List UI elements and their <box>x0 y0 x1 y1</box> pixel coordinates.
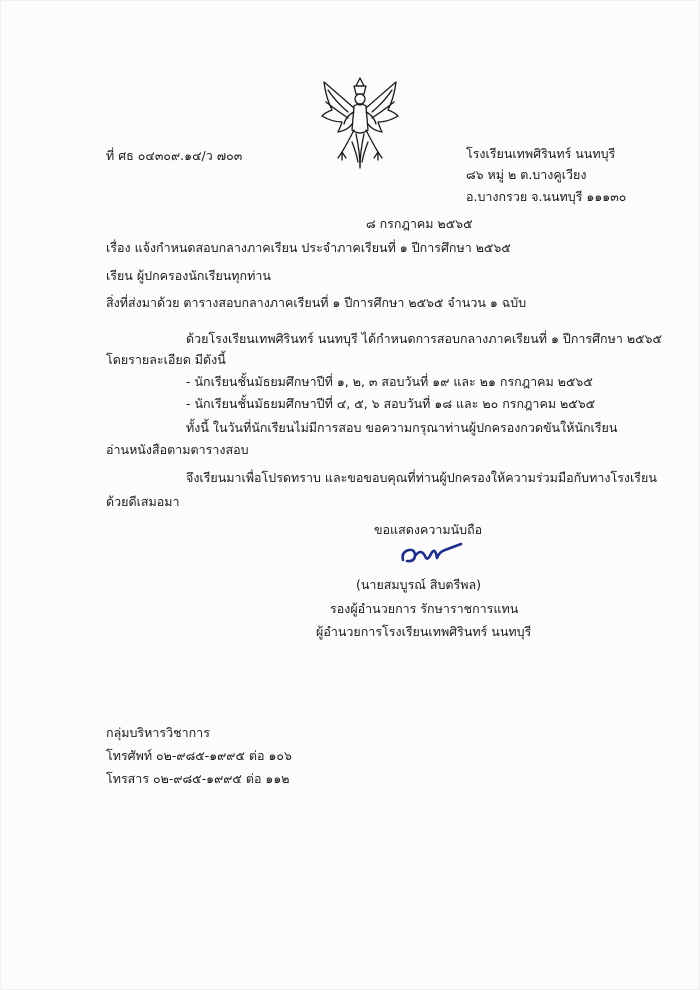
letter-salutation: เรียน ผู้ปกครองนักเรียนทุกท่าน <box>106 268 271 283</box>
letter-date: ๘ กรกฎาคม ๒๕๖๕ <box>366 216 473 231</box>
signature-icon <box>397 538 467 568</box>
sender-address-line2: อ.บางกรวย จ.นนทบุรี ๑๑๑๓๐ <box>466 189 627 204</box>
closing-phrase: ขอแสดงความนับถือ <box>374 522 483 537</box>
body-paragraph2-line2: อ่านหนังสือตามตารางสอบ <box>106 442 249 457</box>
letter-enclosure: สิ่งที่ส่งมาด้วย ตารางสอบกลางภาคเรียนที่ ๑ ปีการศึกษา ๒๕๖๕ จำนวน ๑ ฉบับ <box>106 295 527 310</box>
schedule-item-m4-6: - นักเรียนชั้นมัธยมศึกษาปีที่ ๔, ๕, ๖ สอบวันที่ ๑๘ และ ๒๐ กรกฎาคม ๒๕๖๕ <box>186 396 596 411</box>
body-paragraph1-line2: โดยรายละเอียด มีดังนี้ <box>106 352 226 367</box>
body-paragraph2-line1: ทั้งนี้ ในวันที่นักเรียนไม่มีการสอบ ขอความกรุณาท่านผู้ปกครองกวดขันให้นักเรียน <box>186 420 618 435</box>
signer-position-line1: รองผู้อำนวยการ รักษาราชการแทน <box>330 601 519 616</box>
signer-name: (นายสมบูรณ์ สิบตรีพล) <box>356 577 482 592</box>
footer-department: กลุ่มบริหารวิชาการ <box>106 725 210 740</box>
sender-name: โรงเรียนเทพศิรินทร์ นนทบุรี <box>466 146 616 161</box>
sender-address-line1: ๘๖ หมู่ ๒ ต.บางคูเวียง <box>466 167 587 182</box>
body-paragraph3-line1: จึงเรียนมาเพื่อโปรดทราบ และขอขอบคุณที่ท่านผู้ปกครองให้ความร่วมมือกับทางโรงเรียน <box>186 470 657 485</box>
letter-subject: เรื่อง แจ้งกำหนดสอบกลางภาคเรียน ประจำภาคเรียนที่ ๑ ปีการศึกษา ๒๕๖๕ <box>106 240 511 255</box>
signer-position-line2: ผู้อำนวยการโรงเรียนเทพศิรินทร์ นนทบุรี <box>316 624 532 639</box>
footer-phone: โทรศัพท์ ๐๒-๙๘๕-๑๙๙๕ ต่อ ๑๐๖ <box>106 748 292 763</box>
garuda-emblem-icon <box>318 72 402 172</box>
reference-number: ที่ ศธ ๐๔๓๐๙.๑๔/ว ๗๐๓ <box>106 148 243 163</box>
body-paragraph1-line1: ด้วยโรงเรียนเทพศิรินทร์ นนทบุรี ได้กำหนดการสอบกลางภาคเรียนที่ ๑ ปีการศึกษา ๒๕๖๕ <box>186 331 662 346</box>
schedule-item-m1-3: - นักเรียนชั้นมัธยมศึกษาปีที่ ๑, ๒, ๓ สอบวันที่ ๑๙ และ ๒๑ กรกฎาคม ๒๕๖๕ <box>186 374 593 389</box>
body-paragraph3-line2: ด้วยดีเสมอมา <box>106 494 180 509</box>
footer-fax: โทรสาร ๐๒-๙๘๕-๑๙๙๕ ต่อ ๑๑๒ <box>106 771 290 786</box>
